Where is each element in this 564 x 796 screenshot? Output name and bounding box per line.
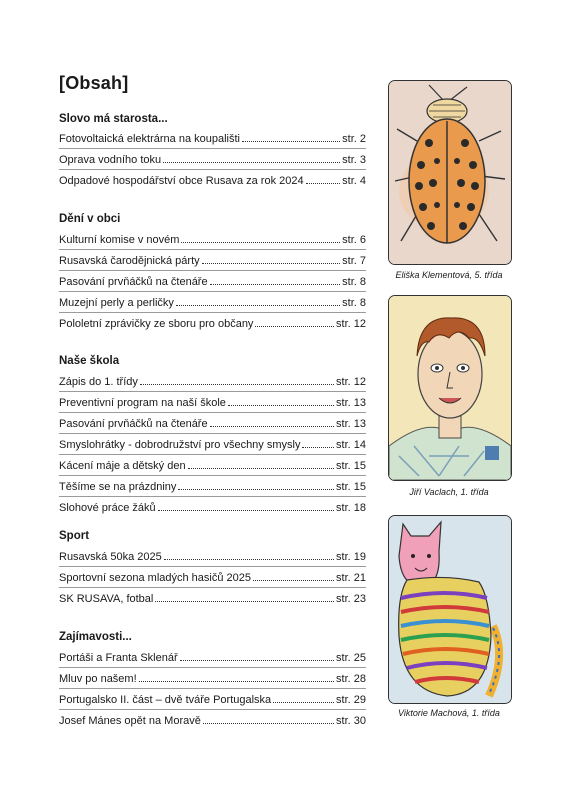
dot-leader	[181, 242, 340, 243]
toc-entry[interactable]	[59, 568, 366, 584]
entry-page: str. 29	[336, 694, 366, 706]
dot-leader	[306, 183, 341, 184]
divider	[59, 688, 366, 689]
divider	[59, 475, 366, 476]
toc-entry[interactable]	[59, 314, 366, 330]
dot-leader	[139, 681, 334, 682]
entry-page: str. 15	[336, 460, 366, 472]
entry-page: str. 25	[336, 652, 366, 664]
dot-leader	[176, 305, 340, 306]
section-heading: Naše škola	[59, 355, 120, 367]
section-heading: Sport	[59, 530, 90, 542]
entry-title: Kácení máje a dětský den	[59, 460, 186, 472]
divider	[59, 148, 366, 149]
entry-title: Oprava vodního toku	[59, 154, 162, 166]
dot-leader	[178, 489, 334, 490]
dot-leader	[180, 660, 334, 661]
entry-title: SK RUSAVA, fotbal	[59, 593, 154, 605]
entry-title: Portugalsko II. část – dvě tváře Portugalska	[59, 694, 272, 706]
entry-title: Portáši a Franta Sklenář	[59, 652, 178, 664]
dot-leader	[140, 384, 334, 385]
illustration-caption: Eliška Klementová, 5. třída	[395, 270, 503, 280]
divider	[59, 433, 366, 434]
cat-drawing	[388, 515, 512, 704]
section-heading: Zajímavosti...	[59, 631, 132, 643]
divider	[59, 496, 366, 497]
entry-title: Josef Mánes opět na Moravě	[59, 715, 201, 727]
entry-title: Těšíme se na prázdniny	[59, 481, 177, 493]
dot-leader	[155, 601, 334, 602]
divider	[59, 169, 366, 170]
dot-leader	[188, 468, 334, 469]
entry-title: Rusavská čarodějnická párty	[59, 255, 200, 267]
dot-leader	[242, 141, 340, 142]
entry-page: str. 18	[336, 502, 366, 514]
toc-entry[interactable]	[59, 589, 366, 605]
toc-entry[interactable]	[59, 372, 366, 388]
divider	[59, 587, 366, 588]
divider	[59, 454, 366, 455]
entry-page: str. 13	[336, 418, 366, 430]
divider	[59, 391, 366, 392]
dot-leader	[202, 263, 341, 264]
entry-page: str. 7	[342, 255, 366, 267]
entry-page: str. 8	[342, 276, 366, 288]
entry-page: str. 2	[342, 133, 366, 145]
divider	[59, 667, 366, 668]
toc-entry[interactable]	[59, 272, 366, 288]
dot-leader	[158, 510, 334, 511]
toc-entry[interactable]	[59, 129, 366, 145]
dot-leader	[163, 162, 340, 163]
entry-title: Preventivní program na naší škole	[59, 397, 226, 409]
toc-entry[interactable]	[59, 414, 366, 430]
entry-page: str. 8	[342, 297, 366, 309]
divider	[59, 249, 366, 250]
divider	[59, 291, 366, 292]
toc-entry[interactable]	[59, 711, 366, 727]
page-title: [Obsah]	[59, 73, 129, 93]
dot-leader	[210, 426, 334, 427]
toc-entry[interactable]	[59, 690, 366, 706]
entry-page: str. 4	[342, 175, 366, 187]
toc-entry[interactable]	[59, 477, 366, 493]
entry-title: Fotovoltaická elektrárna na koupališti	[59, 133, 240, 145]
entry-page: str. 23	[336, 593, 366, 605]
toc-entry[interactable]	[59, 669, 366, 685]
toc-entry[interactable]	[59, 171, 366, 187]
toc-entry[interactable]	[59, 648, 366, 664]
dot-leader	[210, 284, 341, 285]
toc-entry[interactable]	[59, 393, 366, 409]
toc-entry[interactable]	[59, 456, 366, 472]
divider	[59, 312, 366, 313]
divider	[59, 412, 366, 413]
entry-title: Kulturní komise v novém	[59, 234, 180, 246]
dot-leader	[228, 405, 334, 406]
divider	[59, 566, 366, 567]
entry-title: Pololetní zprávičky ze sboru pro občany	[59, 318, 254, 330]
toc-entry[interactable]	[59, 435, 366, 451]
toc-entry[interactable]	[59, 150, 366, 166]
entry-title: Sportovní sezona mladých hasičů 2025	[59, 572, 252, 584]
toc-entry[interactable]	[59, 547, 366, 563]
entry-page: str. 13	[336, 397, 366, 409]
toc-entry[interactable]	[59, 293, 366, 309]
section-heading: Dění v obci	[59, 213, 121, 225]
toc-entry[interactable]	[59, 251, 366, 267]
ladybug-drawing	[388, 80, 512, 265]
entry-page: str. 12	[336, 318, 366, 330]
entry-page: str. 14	[336, 439, 366, 451]
divider	[59, 270, 366, 271]
entry-page: str. 30	[336, 715, 366, 727]
entry-page: str. 12	[336, 376, 366, 388]
dot-leader	[164, 559, 334, 560]
entry-title: Odpadové hospodářství obce Rusava za rok 2024	[59, 175, 304, 187]
toc-entry[interactable]	[59, 230, 366, 246]
toc-entry[interactable]	[59, 498, 366, 514]
entry-title: Mluv po našem!	[59, 673, 137, 685]
section-heading: Slovo má starosta...	[59, 113, 168, 125]
dot-leader	[273, 702, 334, 703]
entry-title: Muzejní perly a perličky	[59, 297, 174, 309]
entry-title: Slohové práce žáků	[59, 502, 156, 514]
illustration-caption: Viktorie Machová, 1. třída	[398, 708, 500, 718]
dot-leader	[253, 580, 334, 581]
entry-page: str. 21	[336, 572, 366, 584]
entry-title: Zápis do 1. třídy	[59, 376, 138, 388]
divider	[59, 709, 366, 710]
dot-leader	[302, 447, 334, 448]
entry-page: str. 28	[336, 673, 366, 685]
portrait-drawing	[388, 295, 512, 481]
illustration-caption: Jiří Vaclach, 1. třída	[409, 487, 489, 497]
entry-title: Smyslohrátky - dobrodružství pro všechny smysly	[59, 439, 301, 451]
dot-leader	[255, 326, 334, 327]
entry-page: str. 3	[342, 154, 366, 166]
entry-title: Pasování prvňáčků na čtenáře	[59, 418, 208, 430]
entry-title: Rusavská 50ka 2025	[59, 551, 162, 563]
entry-page: str. 6	[342, 234, 366, 246]
entry-page: str. 15	[336, 481, 366, 493]
entry-title: Pasování prvňáčků na čtenáře	[59, 276, 208, 288]
entry-page: str. 19	[336, 551, 366, 563]
dot-leader	[203, 723, 334, 724]
